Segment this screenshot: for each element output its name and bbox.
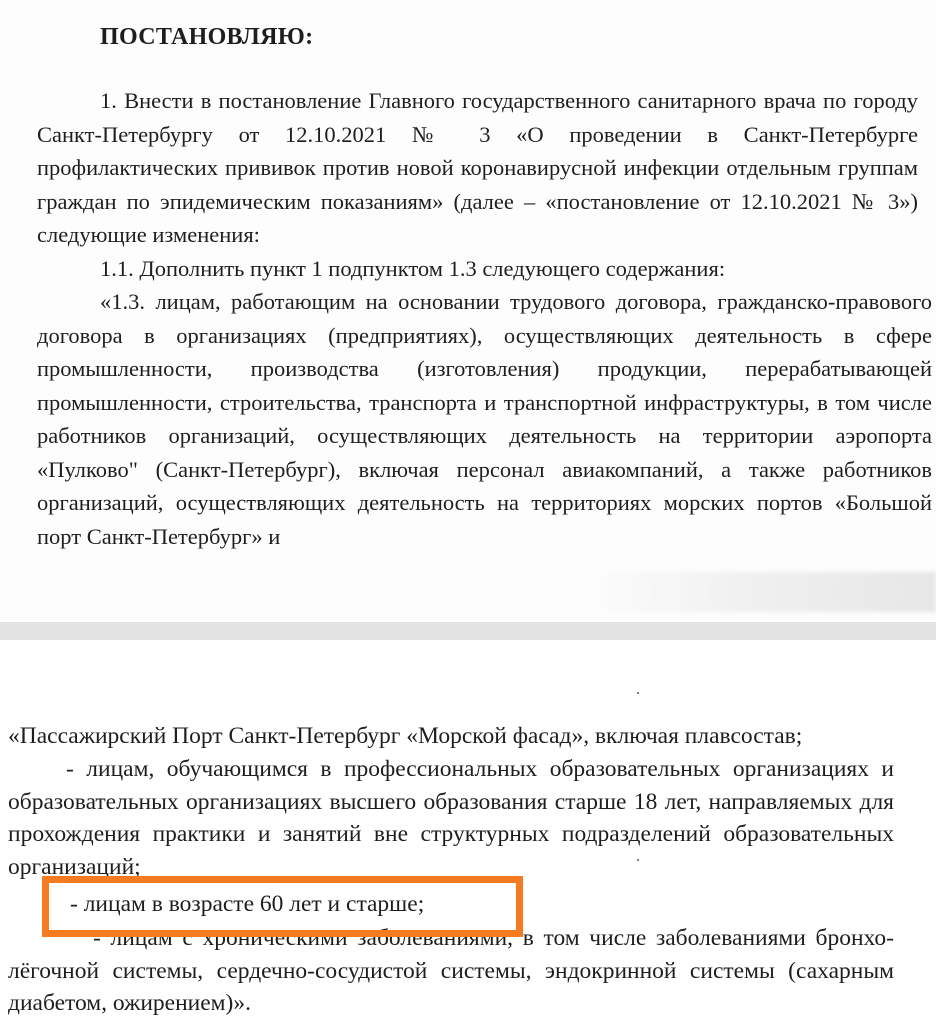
paragraph-clause-1-3: «1.3. лицам, работающим на основании трудового договора, гражданско-правового договора в организациях (предприятиях), осуществляющих деятельность в сфере промышленности, производства (изготовления) продукции, перерабатывающей промышленности, строительства, транспорта и транспортной инфраструктуры, в том числе работников организаций, осуществляющих деятельность на территории аэропорта «Пулково" (Санкт-Петербург), включая персонал авиакомпаний, а также работников организаций, осуществляющих деятельность на территориях морских портов «Большой порт Санкт-Петербург» и (37, 289, 932, 549)
scan-speck (637, 692, 639, 694)
fragment-separator (0, 622, 936, 640)
paragraph-subclause: 1.1. Дополнить пункт 1 подпунктом 1.3 следующего содержания: (100, 256, 726, 281)
resolution-heading: ПОСТАНОВЛЯЮ: (100, 24, 314, 50)
document-scan-bottom (0, 640, 936, 1017)
paragraph-amendment-intro: 1. Внести в постановление Главного государственного санитарного врача по городу Санкт-Петербургу от 12.10.2021 № 3 «О проведении в Санкт-Петербурге профилактических прививок против новой коронавирусной инфекции отдельным группам граждан по эпидемическим показаниям» (далее – «постановление от 12.10.2021 № 3») следующие изменения: (37, 88, 918, 247)
paragraph-passenger-port: «Пассажирский Порт Санкт-Петербург «Морской фасад», включая плавсостав; (8, 723, 803, 749)
page-bleed-through (586, 572, 936, 612)
list-item-age-60: - лицам в возрасте 60 лет и старше; (70, 891, 425, 917)
list-item-students: - лицам, обучающимся в профессиональных образовательных организациях и образовательных организациях высшего образования старше 18 лет, направляемых для прохождения практики и занятий вне структурных подразделений образовательных организаций; (8, 756, 894, 880)
list-item-chronic-diseases: - лицам с хроническими заболеваниями, в том числе заболеваниями бронхо-лёгочной системы, сердечно-сосудистой системы, эндокринной системы (сахарным диабетом, ожирением)». (8, 925, 894, 1016)
